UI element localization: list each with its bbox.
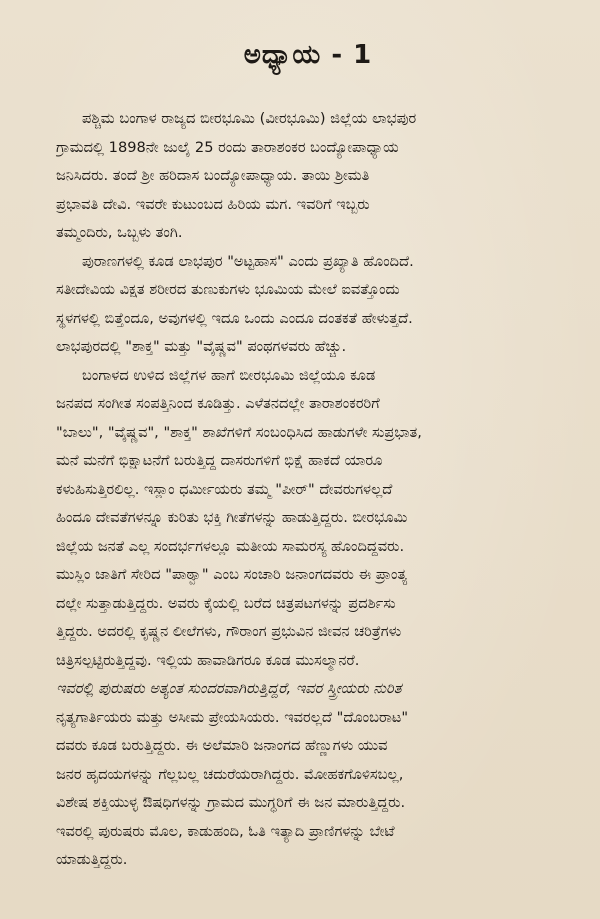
text-line: ಹಿಂದೂ ದೇವತೆಗಳನ್ನೂ ಕುರಿತು ಭಕ್ತಿ ಗೀತೆಗಳನ್ನು ಹಾಡುತ್ತಿದ್ದರು. ಬೀರಭೂಮಿ xyxy=(56,509,408,526)
text-line: ಮುಸ್ಲಿಂ ಜಾತಿಗೆ ಸೇರಿದ "ಪಾಠ್ವಾ" ಎಂಬ ಸಂಚಾರಿ ಜನಾಂಗದವರು ಈ ಪ್ರಾಂತ್ಯ xyxy=(56,566,408,583)
text-line: ಜನರ ಹೃದಯಗಳನ್ನು ಗೆಲ್ಲಬಲ್ಲ ಚದುರೆಯರಾಗಿದ್ದರು. ಮೋಹಕಗೊಳಿಸಬಲ್ಲ, xyxy=(56,765,404,783)
text-line: "ಬಾಲು", "ವೈಷ್ಣವ", "ಶಾಕ್ತ" ಶಾಖೆಗಳಿಗೆ ಸಂಬಂಧಿಸಿದ ಹಾಡುಗಳೇ ಸುಪ್ರಭಾತ, xyxy=(56,423,422,441)
text-line: ಜಿಲ್ಲೆಯ ಜನತೆ ಎಲ್ಲ ಸಂದರ್ಭಗಳಲ್ಲೂ ಮತೀಯ ಸಾಮರಸ್ಯ ಹೊಂದಿದ್ದವರು. xyxy=(56,537,405,555)
text-line: ಜನಿಸಿದರು. ತಂದೆ ಶ್ರೀ ಹರಿದಾಸ ಬಂದ್ಯೋಪಾಧ್ಯಾಯ. ತಾಯಿ ಶ್ರೀಮತಿ xyxy=(56,167,370,184)
text-line: ಸ್ಥಳಗಳಲ್ಲಿ ಬಿತ್ತೆಂದೂ, ಅವುಗಳಲ್ಲಿ ಇದೂ ಒಂದು ಎಂದೂ ದಂತಕತೆ ಹೇಳುತ್ತದೆ. xyxy=(56,309,413,327)
text-line: ನೃತ್ಯಗಾರ್ತಿಯರು ಮತ್ತು ಅಸೀಮ ಪ್ರೇಯಸಿಯರು. ಇವರಲ್ಲದೆ "ದೊಂಬರಾಟ" xyxy=(56,708,409,726)
chapter-body xyxy=(56,105,560,875)
text-line: ಜನಪದ ಸಂಗೀತ ಸಂಪತ್ತಿನಿಂದ ಕೂಡಿತ್ತು. ಎಳೆತನದಲ್ಲೇ ತಾರಾಶಂಕರರಿಗೆ xyxy=(56,395,380,412)
text-line: ದವರು ಕೂಡ ಬರುತ್ತಿದ್ದರು. ಈ ಅಲೆಮಾರಿ ಜನಾಂಗದ ಹೆಣ್ಣುಗಳು ಯುವ xyxy=(56,737,388,754)
paragraph-3 xyxy=(56,362,560,875)
chapter-title: ಅಧ್ಯಾಯ - 1 xyxy=(243,40,373,70)
text-line: ಗ್ರಾಮದಲ್ಲಿ 1898ನೇ ಜುಲೈ 25 ರಂದು ತಾರಾಶಂಕರ ಬಂದ್ಯೋಪಾಧ್ಯಾಯ xyxy=(56,138,399,156)
text-line: ಪಶ್ಚಿಮ ಬಂಗಾಳ ರಾಜ್ಯದ ಬೀರಭೂಮಿ (ವೀರಭೂಮಿ) ಜಿಲ್ಲೆಯ ಲಾಭಪುರ xyxy=(82,110,417,127)
paragraph-2 xyxy=(56,248,560,362)
text-line: ದಲ್ಲೇ ಸುತ್ತಾಡುತ್ತಿದ್ದರು. ಅವರು ಕೈಯಲ್ಲಿ ಬರೆದ ಚಿತ್ರಪಟಗಳನ್ನು ಪ್ರದರ್ಶಿಸು xyxy=(56,594,396,612)
text-line: ಮನೆ ಮನೆಗೆ ಭಿಕ್ಷಾಟನೆಗೆ ಬರುತ್ತಿದ್ದ ದಾಸರುಗಳಿಗೆ ಭಿಕ್ಷೆ ಹಾಕದೆ ಯಾರೂ xyxy=(56,452,383,469)
text-line: ಯಾಡುತ್ತಿದ್ದರು. xyxy=(56,851,128,868)
text-line: ಇವರಲ್ಲಿ ಪುರುಷರು ಮೊಲ, ಕಾಡುಹಂದಿ, ಓತಿ ಇತ್ಯಾದಿ ಪ್ರಾಣಿಗಳನ್ನು ಬೇಟೆ xyxy=(56,822,395,840)
text-line: ಲಾಭಪುರದಲ್ಲಿ "ಶಾಕ್ತ" ಮತ್ತು "ವೈಷ್ಣವ" ಪಂಥಗಳವರು ಹೆಚ್ಚು. xyxy=(56,338,347,355)
text-line: ಪುರಾಣಗಳಲ್ಲಿ ಕೂಡ ಲಾಭಪುರ "ಅಟ್ಟಹಾಸ" ಎಂದು ಪ್ರಖ್ಯಾತಿ ಹೊಂದಿದೆ. xyxy=(82,252,414,270)
text-line: ಇವರಲ್ಲಿ ಪುರುಷರು ಅತ್ಯಂತ ಸುಂದರವಾಗಿರುತ್ತಿದ್ದರೆ, ಇವರ ಸ್ತ್ರೀಯರು ನುರಿತ xyxy=(56,680,402,697)
text-line: ಸತೀದೇವಿಯ ವಿಕ್ಷತ ಶರೀರದ ತುಣುಕುಗಳು ಭೂಮಿಯ ಮೇಲೆ ಐವತ್ತೊಂದು xyxy=(56,281,400,298)
text-line: ಕಳುಹಿಸುತ್ತಿರಲಿಲ್ಲ. ಇಸ್ಲಾಂ ಧರ್ಮೀಯರು ತಮ್ಮ "ಪೀರ್" ದೇವರುಗಳಲ್ಲದೆ xyxy=(56,480,393,498)
text-line: ತಮ್ಮಂದಿರು, ಒಬ್ಬಳು ತಂಗಿ. xyxy=(56,224,183,241)
text-line: ತ್ತಿದ್ದರು. ಅದರಲ್ಲಿ ಕೃಷ್ಣನ ಲೀಲೆಗಳು, ಗೌರಾಂಗ ಪ್ರಭುವಿನ ಜೀವನ ಚರಿತ್ರೆಗಳು xyxy=(56,623,402,640)
text-line: ಪ್ರಭಾವತಿ ದೇವಿ. ಇವರೇ ಕುಟುಂಬದ ಹಿರಿಯ ಮಗ. ಇವರಿಗೆ ಇಬ್ಬರು xyxy=(56,195,370,213)
paragraph-1 xyxy=(56,105,560,248)
text-line: ಚಿತ್ರಿಸಲ್ಪಟ್ಟಿರುತ್ತಿದ್ದವು. ಇಲ್ಲಿಯ ಹಾವಾಡಿಗರೂ ಕೂಡ ಮುಸಲ್ಮಾನರೆ. xyxy=(56,651,360,669)
text-line: ವಿಶೇಷ ಶಕ್ತಿಯುಳ್ಳ ಔಷಧಿಗಳನ್ನು ಗ್ರಾಮದ ಮುಗ್ಧರಿಗೆ ಈ ಜನ ಮಾರುತ್ತಿದ್ದರು. xyxy=(56,794,406,811)
text-line: ಬಂಗಾಳದ ಉಳಿದ ಜಿಲ್ಲೆಗಳ ಹಾಗೆ ಬೀರಭೂಮಿ ಜಿಲ್ಲೆಯೂ ಕೂಡ xyxy=(82,366,376,384)
